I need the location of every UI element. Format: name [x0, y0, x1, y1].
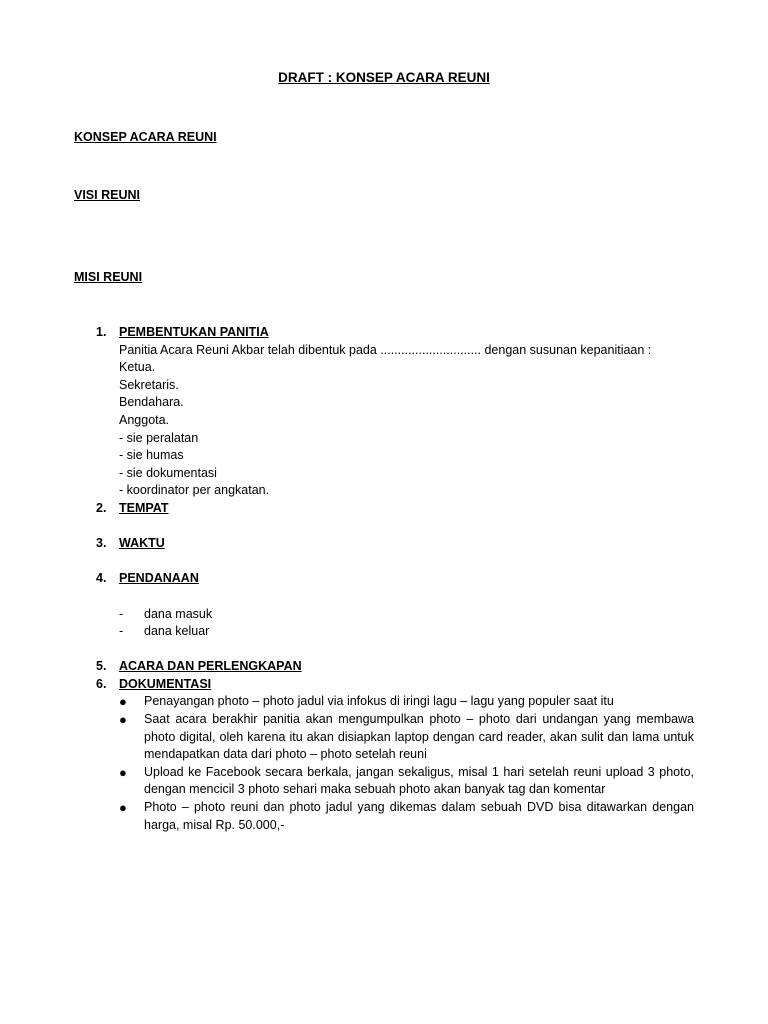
text-line: - sie humas: [119, 448, 184, 463]
list-item-pendanaan: [74, 570, 694, 640]
list-item-waktu: [74, 535, 694, 553]
item-number: 2.: [96, 500, 107, 515]
item-number: 6.: [96, 676, 107, 691]
item-number: 5.: [96, 659, 107, 674]
item-label: PENDANAAN: [119, 571, 199, 586]
bullet-item: ● Saat acara berakhir panitia akan mengumpulkan photo – photo dari undangan yang membawa photo digital, oleh karena itu akan disiapkan laptop dengan card reader, akan sulit dan lama untuk mendapatkan data dari photo – photo setelah reuni: [119, 712, 694, 762]
list-item-dokumentasi: [74, 676, 694, 834]
heading-konsep: KONSEP ACARA REUNI: [74, 130, 217, 144]
list-item-acara-perlengkapan: [74, 658, 694, 676]
text-line: Bendahara.: [119, 395, 184, 410]
item-number: 4.: [96, 571, 107, 586]
list-item-pembentukan-panitia: [74, 324, 694, 500]
bullet-icon: ●: [119, 764, 127, 780]
bullet-item: ● Upload ke Facebook secara berkala, jangan sekaligus, misal 1 hari setelah reuni upload 3 photo, dengan mencicil 3 photo sehari maka sebuah photo akan banyak tag dan komentar: [119, 764, 694, 797]
item-label: WAKTU: [119, 536, 165, 551]
heading-visi: VISI REUNI: [74, 188, 140, 202]
item-number: 1.: [96, 325, 107, 339]
bullet-icon: ●: [119, 800, 127, 816]
text-line: Anggota.: [119, 412, 170, 427]
bullet-icon: ●: [119, 694, 127, 710]
text-line: - koordinator per angkatan.: [119, 483, 270, 498]
list-item-tempat: [74, 500, 694, 518]
item-number: 3.: [96, 536, 107, 551]
bullet-icon: ●: [119, 712, 127, 728]
text-line: Ketua.: [119, 360, 156, 375]
item-label: DOKUMENTASI: [119, 676, 212, 691]
heading-misi: MISI REUNI: [74, 270, 143, 284]
text-line: - sie peralatan: [119, 430, 199, 445]
text-line: - sie dokumentasi: [119, 465, 217, 480]
panitia-details: [119, 342, 694, 500]
text-line: Panitia Acara Reuni Akbar telah dibentuk pada ............................. dengan susunan kepanitiaan :: [119, 342, 652, 357]
dash-item: - dana masuk: [119, 606, 213, 621]
document-title: DRAFT : KONSEP ACARA REUNI: [278, 70, 490, 85]
dash-item: - dana keluar: [119, 624, 210, 639]
item-label: PEMBENTUKAN PANITIA: [119, 325, 269, 339]
text-line: Sekretaris.: [119, 377, 179, 392]
item-label: TEMPAT: [119, 500, 169, 515]
pendanaan-list: [119, 606, 694, 641]
item-label: ACARA DAN PERLENGKAPAN: [119, 659, 302, 674]
misi-list: [74, 324, 694, 834]
bullet-item: ● Photo – photo reuni dan photo jadul yang dikemas dalam sebuah DVD bisa ditawarkan dengan harga, misal Rp. 50.000,-: [119, 800, 694, 832]
bullet-item: ● Penayangan photo – photo jadul via infokus di iringi lagu – lagu yang populer saat itu: [119, 694, 614, 710]
